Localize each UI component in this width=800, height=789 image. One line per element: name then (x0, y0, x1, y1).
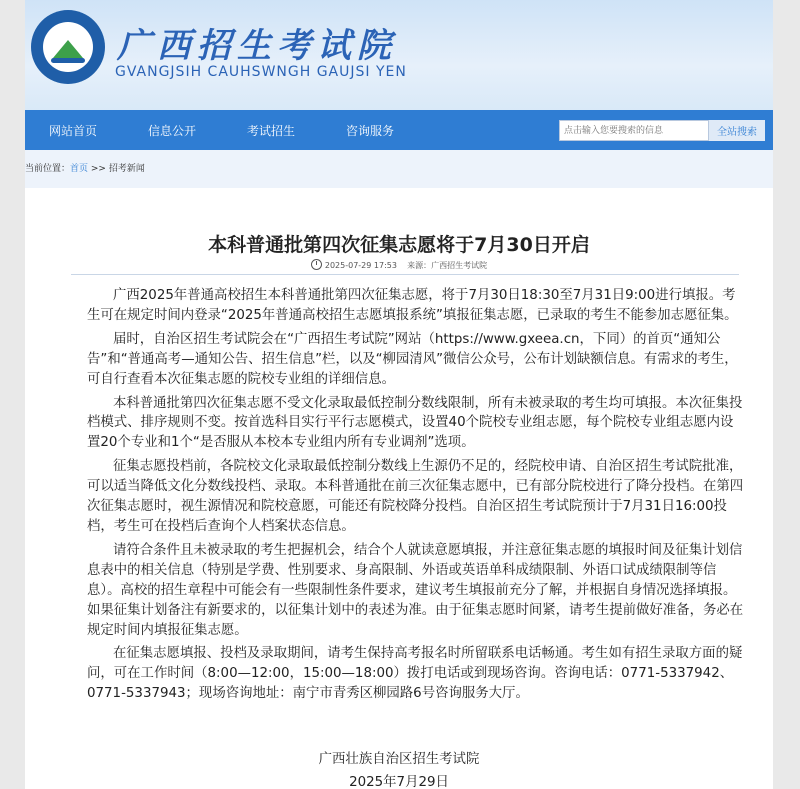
article-paragraph: 届时，自治区招生考试院会在“广西招生考试院”网站（https://www.gxeea.cn，下同）的首页“通知公告”和“普通高考—通知公告、招生信息”栏，以及“柳园清风”微信公众号，公布计划缺额信息。有需求的考生，可自行查看本次征集志愿的院校专业组的详细信息。 (87, 331, 738, 387)
nav-exam-admission[interactable]: 考试招生 (247, 124, 296, 138)
nav-home[interactable]: 网站首页 (49, 124, 98, 138)
breadcrumb-home-link[interactable]: 首页 (70, 164, 89, 174)
article-date: 2025-07-29 17:53 (324, 261, 397, 270)
search-button[interactable]: 全站搜索 (709, 120, 765, 141)
page-frame (25, 0, 773, 789)
mountain-icon (53, 40, 83, 58)
article-paragraph: 广西2025年普通高校招生本科普通批第四次征集志愿，将于7月30日18:30至7月31日9:00进行填报。考生可在规定时间内登录“2025年普通高校招生志愿填报系统”填报征集志愿，已录取的考生不能参加志愿征集。 (87, 288, 738, 323)
site-logo[interactable] (31, 10, 105, 84)
nav-info-disclosure[interactable]: 信息公开 (148, 124, 197, 138)
article-paragraph: 在征集志愿填报、投档及录取期间，请考生保持高考报名时所留联系电话畅通。考生如有招生录取方面的疑问，可在工作时间（8:00—12:00，15:00—18:00）拨打电话或到现场咨询。咨询电话：0771-5337942、0771-5337943；现场咨询地址：南宁市青秀区柳园路6号咨询服务大厅。 (87, 646, 743, 702)
article-paragraph: 本科普通批第四次征集志愿不受文化录取最低控制分数线限制，所有未被录取的考生均可填报。本次征集投档模式、排序规则不变。按首选科目实行平行志愿模式，设置40个院校专业组志愿，每个院校专业组志愿内设置20个专业和1个“是否服从本校本专业组内所有专业调剂”选项。 (87, 395, 743, 451)
article-meta (25, 259, 773, 271)
search-input[interactable] (559, 120, 709, 141)
nav-consult-service[interactable]: 咨询服务 (346, 124, 395, 138)
signature-date: 2025年7月29日 (349, 775, 449, 789)
clock-icon (311, 259, 322, 270)
title-divider (71, 274, 739, 275)
article-source: 来源：广西招生考试院 (407, 261, 488, 270)
site-search (559, 120, 765, 141)
site-subtitle: GVANGJSIH CAUHSWNGH GAUJSI YEN (115, 64, 407, 80)
breadcrumb-label: 当前位置： (25, 164, 71, 174)
breadcrumb-current: >> 招考新闻 (88, 164, 145, 174)
site-title: 广西招生考试院 (117, 26, 397, 66)
article-paragraph: 请符合条件且未被录取的考生把握机会，结合个人就读意愿填报，并注意征集志愿的填报时间及征集计划信息表中的相关信息（特别是学费、性别要求、身高限制、外语或英语单科成绩限制、外语口试成绩限制等信息）。高校的招生章程中可能会有一些限制性条件要求，建议考生填报前充分了解，并根据自身情况选择填报。如果征集计划备注有新要求的，以征集计划中的表述为准。由于征集志愿时间紧，请考生提前做好准备，务必在规定时间内填报征集志愿。 (87, 542, 744, 638)
main-nav (25, 110, 773, 150)
article-title: 本科普通批第四次征集志愿将于7月30日开启 (208, 234, 590, 256)
article-body (87, 286, 745, 708)
breadcrumb (25, 150, 773, 188)
signature-org: 广西壮族自治区招生考试院 (318, 752, 480, 767)
article-paragraph: 征集志愿投档前，各院校文化录取最低控制分数线上生源仍不足的，经院校申请、自治区招生考试院批准，可以适当降低文化分数线投档、录取。本科普通批在前三次征集志愿中，已有部分院校进行了降分投档。在第四次征集志愿时，视生源情况和院校意愿，可能还有院校降分投档。自治区招生考试院预计于7月31日16:00投档，考生可在投档后查询个人档案状态信息。 (87, 459, 744, 534)
site-header (25, 0, 773, 110)
wave-icon (51, 58, 85, 63)
